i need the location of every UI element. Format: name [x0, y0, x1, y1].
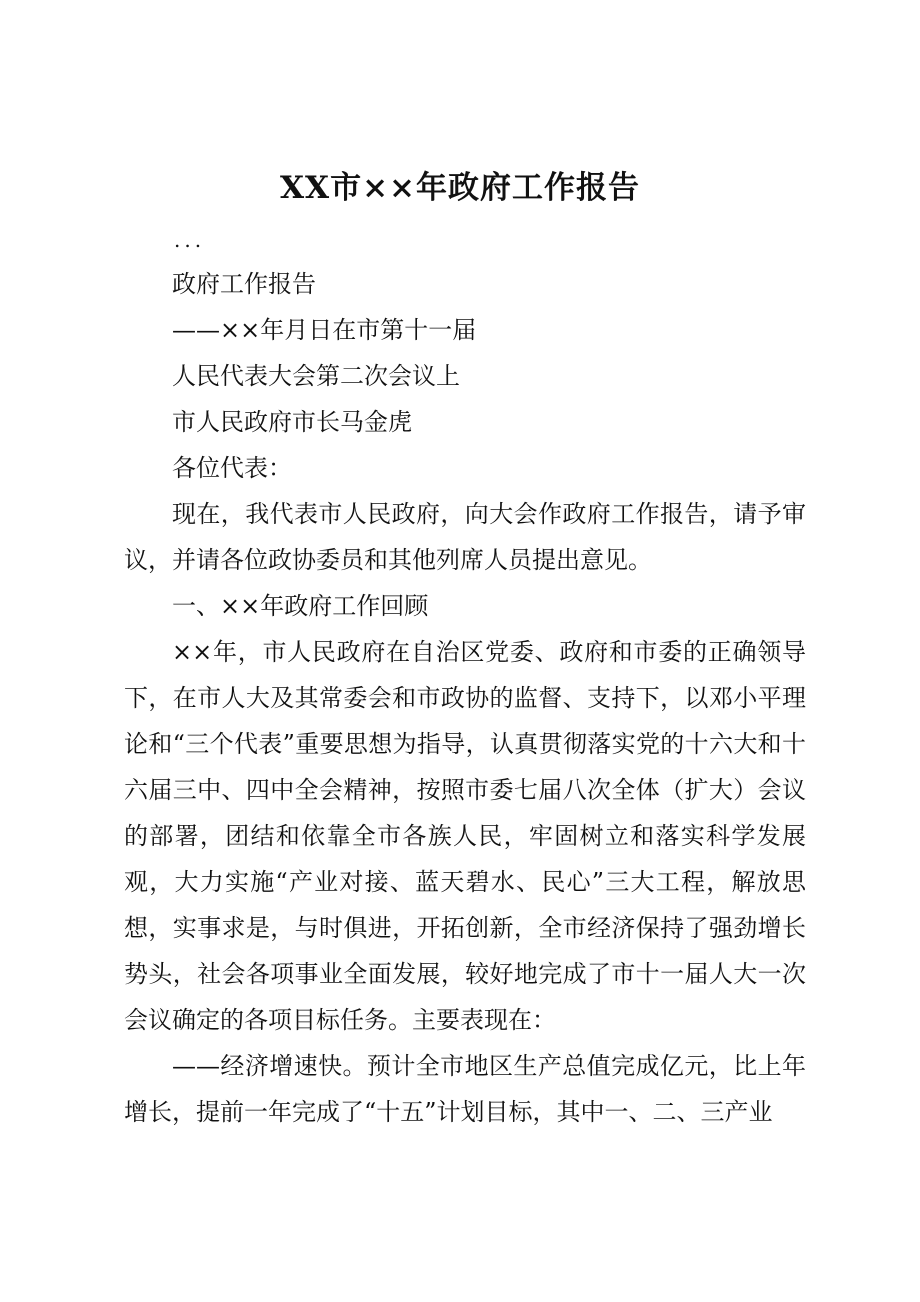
paragraph-congress-meeting: 人民代表大会第二次会议上: [172, 362, 460, 390]
paragraph-mayor: 市人民政府市长马金虎: [172, 408, 412, 436]
document-title: XX市××年政府工作报告: [279, 170, 641, 206]
paragraph-intro: 现在，我代表市人民政府，向大会作政府工作报告，请予审议，并请各位政协委员和其他列席人员提出意见。: [124, 500, 806, 574]
ellipsis-marker: ...: [174, 228, 206, 252]
section-heading-review: 一、××年政府工作回顾: [172, 592, 429, 620]
paragraph-review-summary: ××年，市人民政府在自治区党委、政府和市委的正确领导下，在市人大及其常委会和市政协的监督、支持下，以邓小平理论和“三个代表”重要思想为指导，认真贯彻落实党的十六大和十六届三中、四中全会精神，按照市委七届八次全体（扩大）会议的部署，团结和依靠全市各族人民，牢固树立和落实科学发展观，大力实施“产业对接、蓝天碧水、民心”三大工程，解放思想，实事求是，与时俱进，开拓创新，全市经济保持了强劲增长势头，社会各项事业全面发展，较好地完成了市十一届人大一次会议确定的各项目标任务。主要表现在：: [124, 638, 806, 1034]
paragraph-report-title: 政府工作报告: [172, 270, 316, 298]
paragraph-salutation: 各位代表：: [172, 454, 292, 482]
paragraph-date-session: ——××年月日在市第十一届: [172, 316, 477, 344]
document-body: [124, 261, 806, 1135]
paragraph-economic-growth: ——经济增速快。预计全市地区生产总值完成亿元，比上年增长，提前一年完成了“十五”计划目标，其中一、二、三产业: [124, 1052, 806, 1126]
